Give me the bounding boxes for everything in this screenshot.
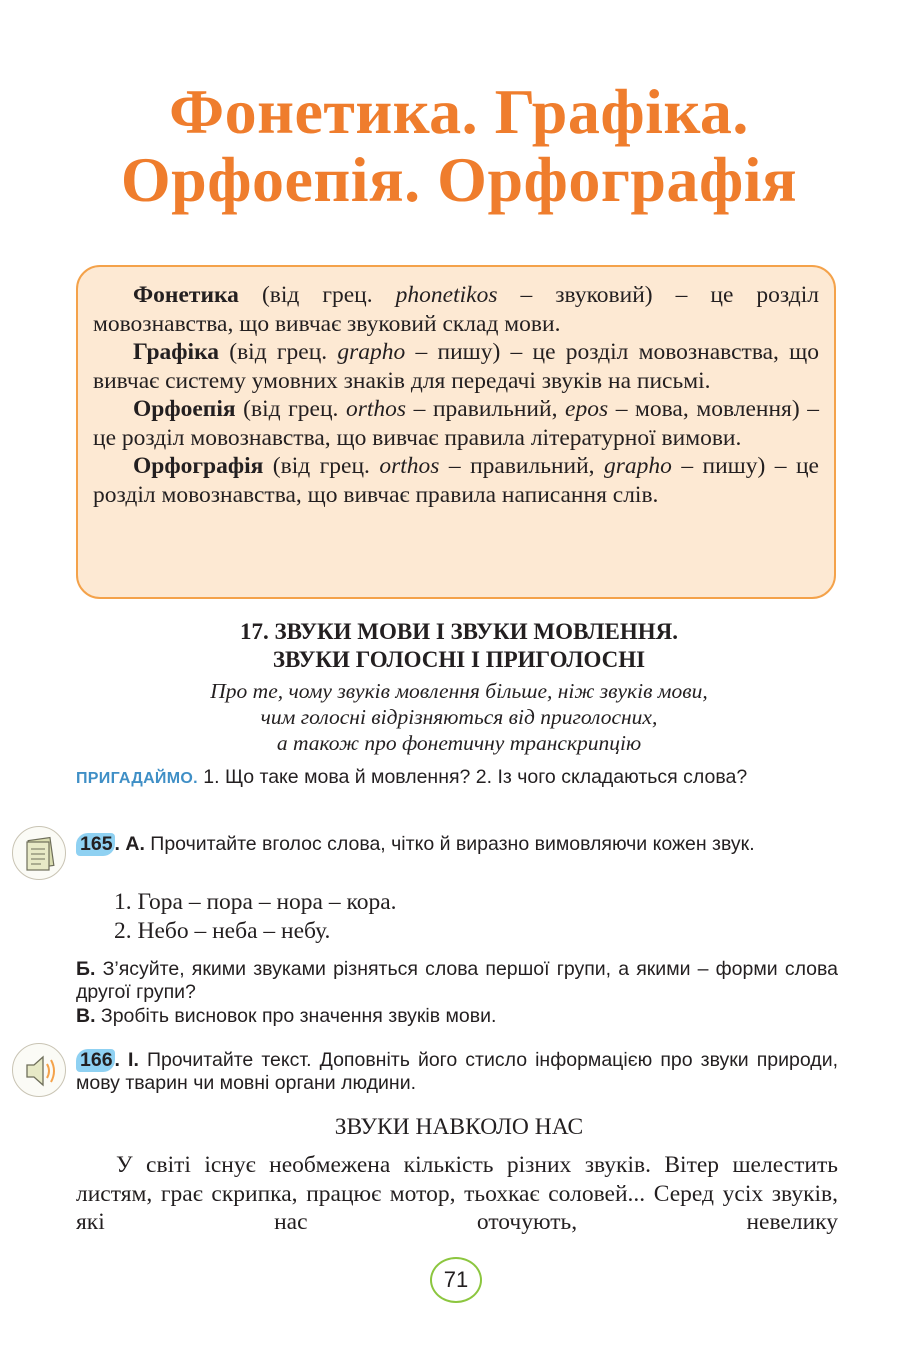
chapter-title <box>0 78 918 214</box>
reading-title: ЗВУКИ НАВКОЛО НАС <box>334 1114 584 1140</box>
example-line-1: 1. Гора – пора – нора – кора. <box>114 889 397 915</box>
task-165-part-c: В. Зробіть висновок про значення звуків мови. <box>76 1005 497 1027</box>
recall-text: 1. Що таке мова й мовлення? 2. Із чого складаються слова? <box>197 766 748 788</box>
speaker-icon <box>12 1043 66 1097</box>
example-line-2: 2. Небо – неба – небу. <box>114 918 331 944</box>
definition-phonetics: Фонетика (від грец. phonetikos – звуковий) – це розділ мовознавства, що вивчає звуковий склад мови. <box>93 282 819 337</box>
task-number-166: 166 <box>76 1049 115 1072</box>
page-number: 71 <box>430 1257 482 1303</box>
task-166: 166 . І. Прочитайте текст. Доповніть його стисло інформацією про звуки природи, мову тварин чи мовні органи людини. <box>76 1049 838 1094</box>
chapter-title-line1: Фонетика. Графіка. <box>169 76 749 147</box>
recall-label: ПРИГАДАЙМО. <box>76 770 198 787</box>
task-number-165: 165 <box>76 833 115 856</box>
recall-block <box>76 766 838 790</box>
section-subtitle: Про те, чому звуків мовлення більше, ніж звуків мови, чим голосні відрізняються від приголосних, а також про фонетичну транскрипцію <box>210 679 708 755</box>
definition-graphics: Графіка (від грец. grapho – пишу) – це розділ мовознавства, що вивчає систему умовних знаків для передачі звуків на письмі. <box>93 339 819 394</box>
definition-orthoepy: Орфоепія (від грец. orthos – правильний, epos – мова, мовлення) – це розділ мовознавства, що вивчає правила літературної вимови. <box>93 396 819 451</box>
task-165-part-b: Б. З’ясуйте, якими звуками різняться слова першої групи, а якими – форми слова другої групи? <box>76 958 838 1003</box>
notebook-icon <box>12 826 66 880</box>
example-lines <box>114 888 397 946</box>
chapter-title-line2: Орфоепія. Орфографія <box>120 144 798 215</box>
task-165: 165 . А. Прочитайте вголос слова, чітко й виразно вимовляючи кожен звук. <box>76 833 838 856</box>
definition-orthography: Орфографія (від грец. orthos – правильний, grapho – пишу) – це розділ мовознавства, що вивчає правила написання слів. <box>93 453 819 508</box>
reading-text: У світі існує необмежена кількість різних звуків. Вітер шелестить листям, грає скрипка, працює мотор, тьохкає соловей... Серед усіх звуків, які нас оточують, невелику <box>76 1152 838 1235</box>
definitions-box <box>76 265 836 599</box>
section-title: 17. ЗВУКИ МОВИ І ЗВУКИ МОВЛЕННЯ. ЗВУКИ ГОЛОСНІ І ПРИГОЛОСНІ <box>239 619 679 672</box>
